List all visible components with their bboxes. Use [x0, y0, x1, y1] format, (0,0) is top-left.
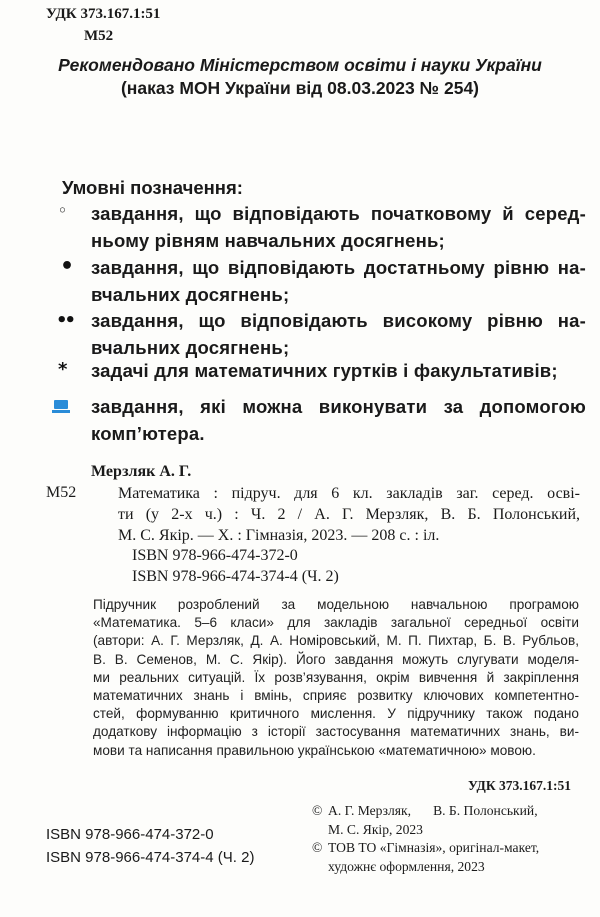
legend-line: завдання, що відповідають достатньому рівню на- [91, 257, 586, 278]
dot-icon: • [60, 254, 75, 279]
circle-icon: ◦ [58, 203, 67, 219]
legend-item-clubs [91, 357, 586, 384]
legend-line: завдання, що відповідають початковому й серед- [91, 203, 586, 224]
catalog-isbn: ISBN 978-966-474-374-4 (Ч. 2) [132, 568, 339, 585]
annotation-line: стей, формуванню критичного мислення. У підручнику також подано [93, 706, 579, 722]
catalog-code: М52 [46, 484, 77, 501]
copyright-publisher-cont: художнє оформлення, 2023 [328, 858, 485, 874]
copyright-publisher: © ТОВ ТО «Гімназія», оригінал-макет, [312, 839, 588, 858]
bibliographic-description [118, 483, 580, 546]
legend-item-initial [91, 200, 586, 254]
annotation-line: додаткову інформацію з історії застосування математичних знань, ви- [93, 724, 579, 740]
copyright-authors: © А. Г. Мерзляк, В. Б. Полонський, [312, 802, 588, 821]
legend-item-high [91, 307, 586, 361]
udk-code: УДК 373.167.1:51 [46, 6, 161, 22]
biblio-line: Математика : підруч. для 6 кл. закладів заг. серед. осві- [118, 485, 580, 502]
copyright-symbol: © [312, 803, 323, 818]
legend-item-sufficient [91, 254, 586, 308]
legend-line: завдання, що відповідають високому рівню на- [91, 310, 586, 331]
legend-title: Умовні позначення: [62, 177, 243, 198]
double-dot-icon: •• [56, 310, 74, 331]
annotation-line: В. В. Семенов, М. С. Якір). Його завдання можуть слугувати моделя- [93, 651, 579, 667]
legend-line: завдання, які можна виконувати за допомогою [91, 396, 586, 417]
book-annotation [93, 596, 579, 760]
legend-line: ньому рівням навчальних досягнень; [91, 230, 445, 251]
footer-isbn: ISBN 978-966-474-374-4 (Ч. 2) [46, 849, 255, 866]
legend-item-computer [91, 393, 586, 447]
legend-line: задачі для математичних гуртків і факультативів; [91, 360, 558, 381]
copyright-authors-cont: М. С. Якір, 2023 [328, 821, 423, 837]
recommendation-text: Рекомендовано Міністерством освіти і науки України [58, 55, 542, 75]
annotation-line: (автори: А. Г. Мерзляк, Д. А. Номіровський, М. П. Пихтар, Б. В. Рубльов, [93, 633, 579, 649]
computer-icon [52, 400, 70, 412]
footer-isbn: ISBN 978-966-474-372-0 [46, 826, 214, 843]
legend-line: комп’ютера. [91, 423, 205, 444]
legend-line: вчальних досягнень; [91, 337, 290, 358]
annotation-udk: УДК 373.167.1:51 [468, 778, 571, 793]
legend-line: вчальних досягнень; [91, 284, 290, 305]
biblio-line: М. С. Якір. — Х. : Гімназія, 2023. — 208 с. : іл. [118, 527, 440, 544]
catalog-author: Мерзляк А. Г. [91, 463, 192, 480]
annotation-line: Підручник розроблений за модельною навчальною програмою [93, 597, 579, 612]
biblio-line: ти (у 2-х ч.) : Ч. 2 / А. Г. Мерзляк, В. Б. Полонський, [118, 506, 580, 523]
annotation-line: мови та написання правильною українською «математичною» мовою. [93, 742, 536, 758]
copyright-symbol: © [312, 840, 323, 855]
star-icon: * [58, 359, 68, 380]
annotation-line: ми реальних ситуацій. Їх розв’язування, окрім вивчення й закріплення [93, 669, 579, 685]
author-sign-code: М52 [84, 28, 114, 44]
annotation-line: «Математика. 5–6 класи» для закладів загальної середньої освіти [93, 615, 579, 631]
catalog-isbn: ISBN 978-966-474-372-0 [132, 547, 298, 564]
annotation-line: математичних знань і вмінь, сприяє розвитку ключових компетентно- [93, 688, 579, 704]
copyright-block [312, 802, 588, 876]
ministry-order: (наказ МОН України від 08.03.2023 № 254) [120, 78, 480, 98]
